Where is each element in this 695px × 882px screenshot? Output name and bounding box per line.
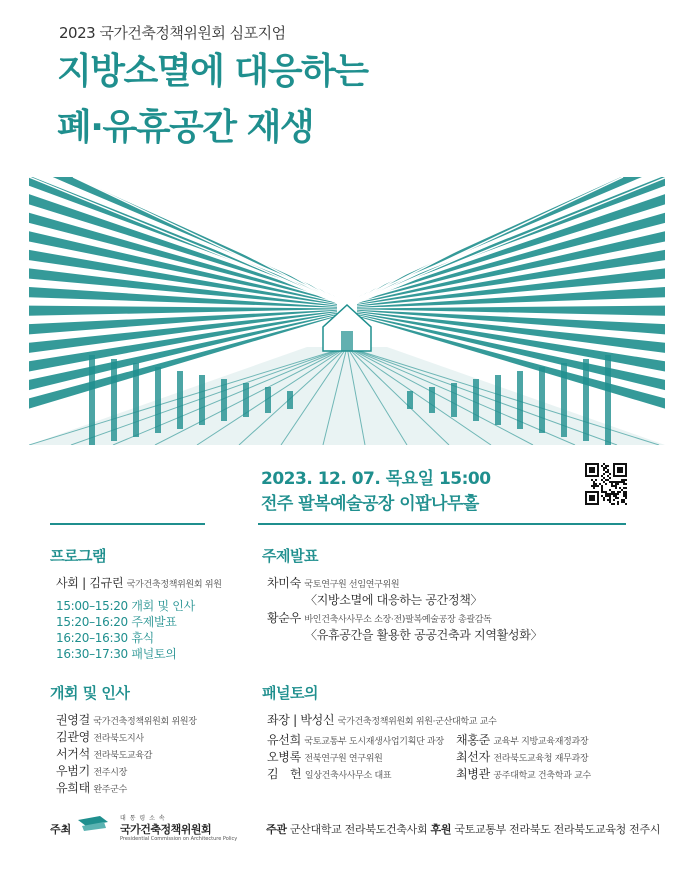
presenter <box>267 574 399 591</box>
presenter-name: 황순우 <box>267 611 301 625</box>
footer-credits <box>266 821 660 837</box>
org-subtitle: 대 통 령 소 속 <box>120 815 166 822</box>
opening-person <box>56 762 127 779</box>
qr-code-icon[interactable] <box>585 463 627 505</box>
presenter <box>267 609 492 626</box>
divider-left <box>50 523 205 525</box>
panelist-name: 김 헌 <box>267 767 302 781</box>
panelist-name: 채홍준 <box>456 733 490 747</box>
program-item: 15:00–15:20 개회 및 인사 <box>56 599 195 613</box>
presentations-heading: 주제발표 <box>262 547 318 565</box>
org-english-name: Presidential Commission on Architecture Policy <box>120 836 238 842</box>
person-role: 전라북도교육감 <box>93 751 153 761</box>
organizer: 군산대학교 전라북도건축사회 <box>289 823 428 836</box>
panelist-name: 최병관 <box>456 767 490 781</box>
panelist <box>456 765 591 782</box>
org-name: 국가건축정책위원회 <box>120 823 212 836</box>
poster-title-line1: 지방소멸에 대응하는 <box>57 51 368 92</box>
panelist-role: 국토교통부 도시재생사업기획단 과장 <box>304 737 444 747</box>
panelist <box>267 731 444 748</box>
panelist-name: 유선희 <box>267 733 301 747</box>
poster-title-line2: 폐·유휴공간 재생 <box>57 107 314 148</box>
roof-structure-image <box>29 177 665 445</box>
chair-role: 국가건축정책위원회 위원·군산대학교 교수 <box>337 717 497 727</box>
presenter-role: 바인건축사사무소 소장·전)팔복예술공장 총괄감독 <box>304 615 492 625</box>
moderator-role: 국가건축정책위원회 위원 <box>126 580 222 590</box>
presentation-topic: 〈지방소멸에 대응하는 공간정책〉 <box>305 593 483 607</box>
program-item: 16:30–17:30 패널토의 <box>56 647 177 661</box>
panelist-role: 전라북도교육청 재무과장 <box>493 754 589 764</box>
person-role: 완주군수 <box>93 785 127 795</box>
opening-heading: 개회 및 인사 <box>50 684 130 702</box>
organizer-label: 주관 <box>266 823 287 836</box>
panelist-name: 오병록 <box>267 750 301 764</box>
program-item: 15:20–16:20 주제발표 <box>56 615 177 629</box>
panelist <box>456 748 588 765</box>
panelist <box>267 765 391 782</box>
person-role: 국가건축정책위원회 위원장 <box>93 717 197 727</box>
sponsor: 국토교통부 전라북도 전라북도교육청 전주시 <box>454 823 661 836</box>
opening-person <box>56 779 127 796</box>
person-role: 전라북도지사 <box>93 734 144 744</box>
opening-person <box>56 728 144 745</box>
panel-chair <box>267 711 497 728</box>
hero-illustration <box>29 177 665 445</box>
person-name: 김관영 <box>56 730 90 744</box>
panelist <box>267 748 383 765</box>
panelist-role: 일상건축사사무소 대표 <box>304 771 392 781</box>
sponsor-label: 후원 <box>430 823 452 836</box>
commission-logo-icon <box>78 814 108 832</box>
person-name: 서거석 <box>56 747 90 761</box>
presentation-topic: 〈유휴공간을 활용한 공공건축과 지역활성화〉 <box>305 628 543 642</box>
program-heading: 프로그램 <box>50 547 106 565</box>
event-venue: 전주 팔복예술공장 이팝나무홀 <box>261 494 479 514</box>
event-eyebrow: 2023 국가건축정책위원회 심포지엄 <box>59 24 286 42</box>
person-name: 우범기 <box>56 764 90 778</box>
opening-person <box>56 711 197 728</box>
moderator-label: 사회 | 김규린 <box>56 576 124 590</box>
panel-heading: 패널토의 <box>262 684 318 702</box>
chair-label: 좌장 | 박성신 <box>267 713 335 727</box>
presenter-role: 국토연구원 선임연구위원 <box>304 580 400 590</box>
person-name: 유희태 <box>56 781 90 795</box>
panelist <box>456 731 588 748</box>
host-label: 주최 <box>50 823 72 836</box>
panelist-name: 최선자 <box>456 750 490 764</box>
panelist-role: 공주대학교 건축학과 교수 <box>493 771 591 781</box>
person-role: 전주시장 <box>93 768 127 778</box>
person-name: 권영걸 <box>56 713 90 727</box>
program-moderator <box>56 574 222 591</box>
event-date: 2023. 12. 07. 목요일 15:00 <box>261 469 491 489</box>
divider-right <box>258 523 626 525</box>
opening-person <box>56 745 152 762</box>
presenter-name: 차미숙 <box>267 576 301 590</box>
program-item: 16:20–16:30 휴식 <box>56 631 154 645</box>
panelist-role: 전북연구원 연구위원 <box>304 754 383 764</box>
panelist-role: 교육부 지방교육재정과장 <box>493 737 589 747</box>
